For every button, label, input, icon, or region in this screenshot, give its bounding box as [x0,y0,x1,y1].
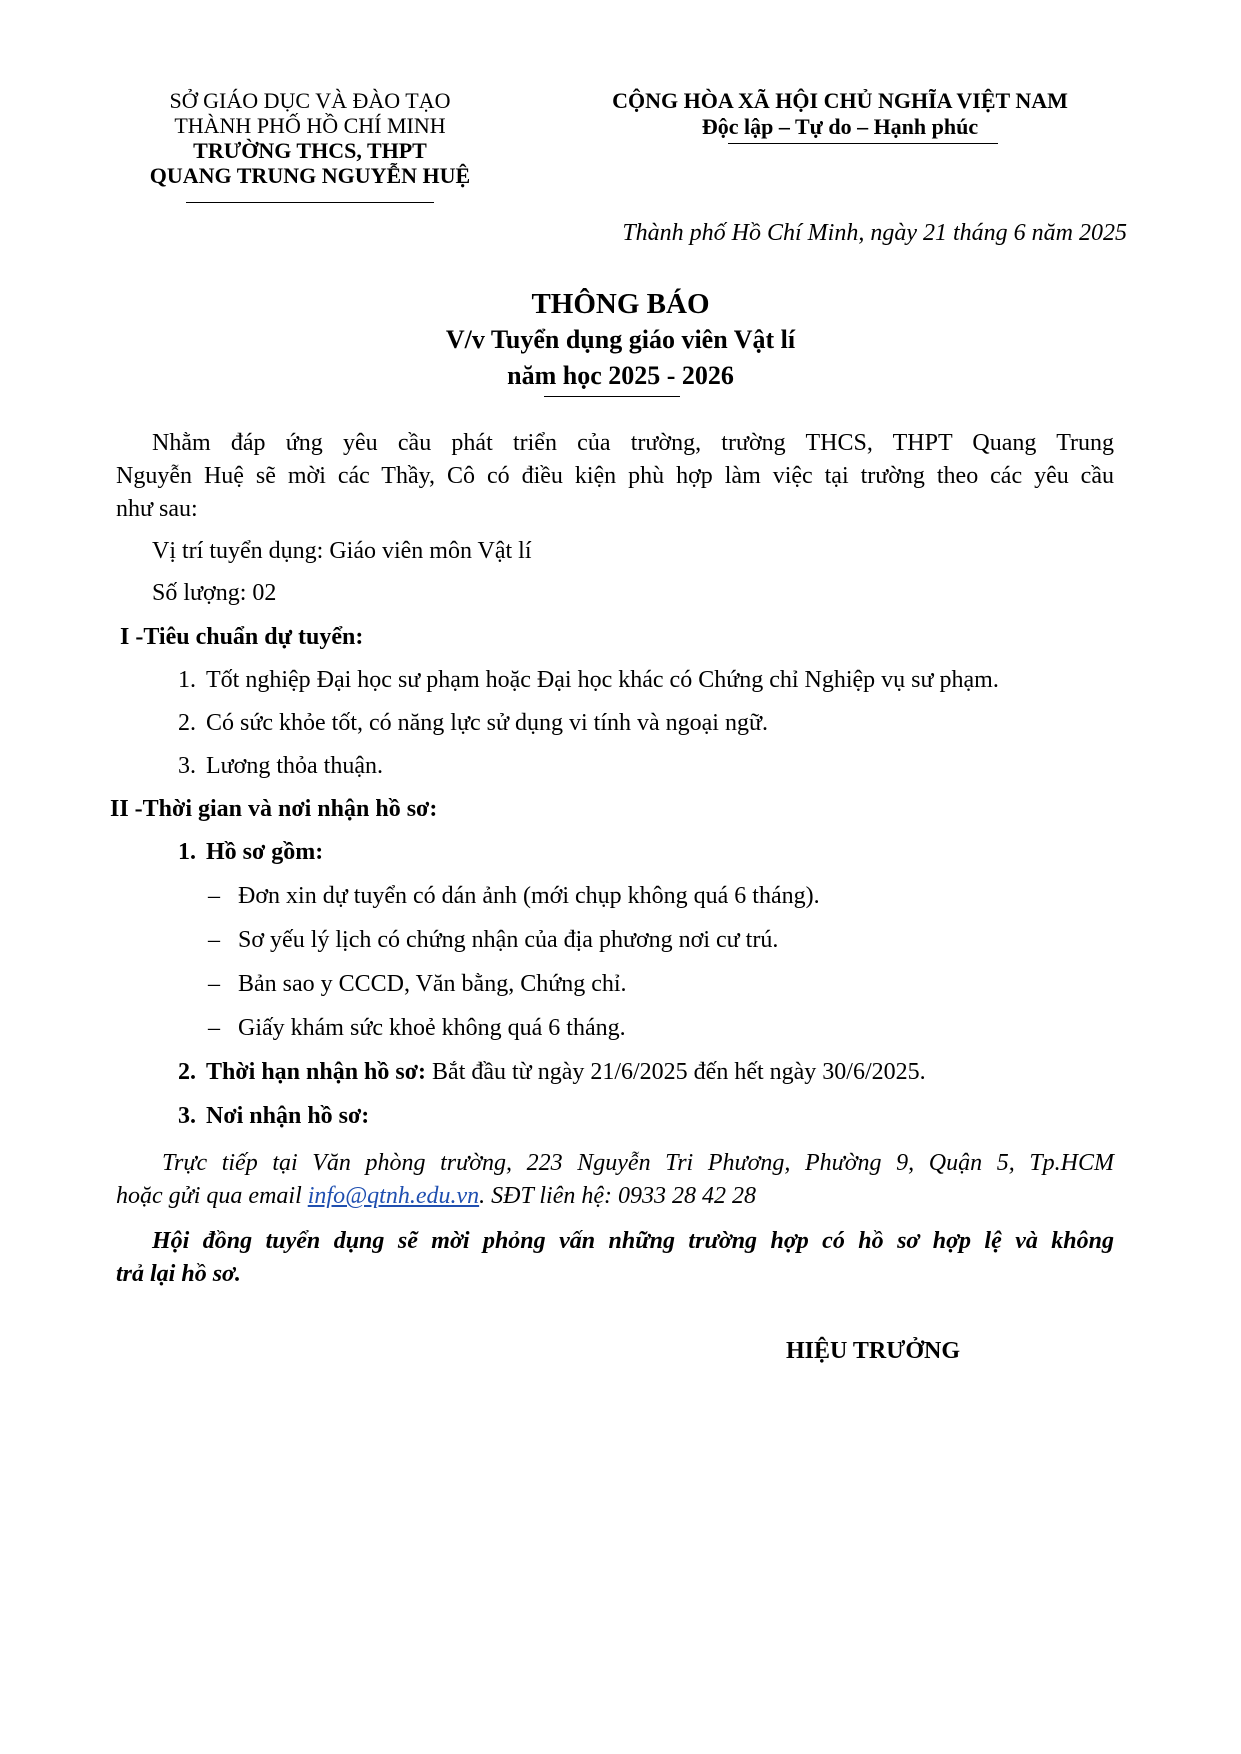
title-subject: V/v Tuyển dụng giáo viên Vật lí [445,325,796,354]
criteria-text: Lương thỏa thuận. [206,753,383,779]
location-heading-line [178,1102,369,1130]
title-block [0,286,1241,394]
criteria-text: Tốt nghiệp Đại học sư phạm hoặc Đại học khác có Chứng chỉ Nghiệp vụ sư phạm. [206,667,999,693]
address-line: Trực tiếp tại Văn phòng trường, 223 Nguyễn Tri Phương, Phường 9, Quận 5, Tp.HCM [162,1150,1114,1176]
closing-line-1: Hội đồng tuyển dụng sẽ mời phỏng vấn những trường hợp có hồ sơ hợp lệ và không [152,1228,1114,1254]
country-name: CỘNG HÒA XÃ HỘI CHỦ NGHĨA VIỆT NAM [612,88,1068,113]
dash-bullet: – [208,927,220,953]
dossier-item [208,926,778,954]
header-left-divider [186,202,434,203]
header-right [580,88,1100,140]
section2-heading: II -Thời gian và nơi nhận hồ sơ: [110,796,438,822]
criteria-number: 1. [178,667,196,693]
dossier-text: Bản sao y CCCD, Văn bằng, Chứng chỉ. [238,971,627,997]
email-link[interactable]: info@qtnh.edu.vn [307,1183,480,1209]
contact-suffix: . SĐT liên hệ: 0933 28 42 28 [479,1183,757,1209]
signature-title: HIỆU TRƯỞNG [786,1338,961,1364]
criteria-item [178,666,999,694]
criteria-item [178,752,383,780]
school-name: QUANG TRUNG NGUYỄN HUỆ [149,163,471,188]
location-heading: Nơi nhận hồ sơ: [206,1103,370,1129]
closing-line-2: trả lại hồ sơ. [116,1261,241,1287]
dossier-heading [178,838,323,866]
date-line: Thành phố Hồ Chí Minh, ngày 21 tháng 6 năm 2025 [622,220,1127,246]
deadline-heading: Thời hạn nhận hồ sơ: [206,1059,427,1085]
dossier-item [208,970,627,998]
quantity-line: Số lượng: 02 [152,580,277,606]
intro-line-2: Nguyễn Huệ sẽ mời các Thầy, Cô có điều kiện phù hợp làm việc tại trường theo các yêu cầu [116,463,1114,489]
intro-line-1: Nhằm đáp ứng yêu cầu phát triển của trường, trường THCS, THPT Quang Trung [152,430,1114,456]
title-divider [544,396,680,397]
dossier-text: Giấy khám sức khoẻ không quá 6 tháng. [238,1015,626,1041]
dash-bullet: – [208,883,220,909]
deadline-text: Bắt đầu từ ngày 21/6/2025 đến hết ngày 30/6/2025. [432,1059,926,1085]
criteria-number: 2. [178,710,196,736]
location-number: 3. [178,1103,196,1129]
dossier-text: Sơ yếu lý lịch có chứng nhận của địa phương nơi cư trú. [238,927,779,953]
dossier-item [208,1014,626,1042]
header-right-divider [728,143,998,144]
dossier-text: Đơn xin dự tuyển có dán ảnh (mới chụp không quá 6 tháng). [238,883,820,909]
section1-heading: I -Tiêu chuẩn dự tuyển: [120,624,364,650]
deadline-line [178,1058,926,1086]
contact-line [116,1182,756,1210]
contact-prefix: hoặc gửi qua email [116,1183,302,1209]
dossier-number: 1. [178,839,196,865]
position-line: Vị trí tuyển dụng: Giáo viên môn Vật lí [152,538,532,564]
dash-bullet: – [208,1015,220,1041]
criteria-item [178,709,768,737]
title-year: năm học 2025 - 2026 [507,361,734,390]
intro-line-3: như sau: [116,496,198,522]
dash-bullet: – [208,971,220,997]
header-left [120,88,500,188]
dossier-title: Hồ sơ gồm: [206,839,324,865]
school-type: TRƯỜNG THCS, THPT [193,138,427,163]
title-main: THÔNG BÁO [531,288,710,320]
city-name: THÀNH PHỐ HỒ CHÍ MINH [174,113,446,138]
dept-name: SỞ GIÁO DỤC VÀ ĐÀO TẠO [169,88,451,113]
criteria-number: 3. [178,753,196,779]
motto: Độc lập – Tự do – Hạnh phúc [701,114,979,139]
deadline-number: 2. [178,1059,196,1085]
dossier-item [208,882,820,910]
criteria-text: Có sức khỏe tốt, có năng lực sử dụng vi tính và ngoại ngữ. [206,710,768,736]
